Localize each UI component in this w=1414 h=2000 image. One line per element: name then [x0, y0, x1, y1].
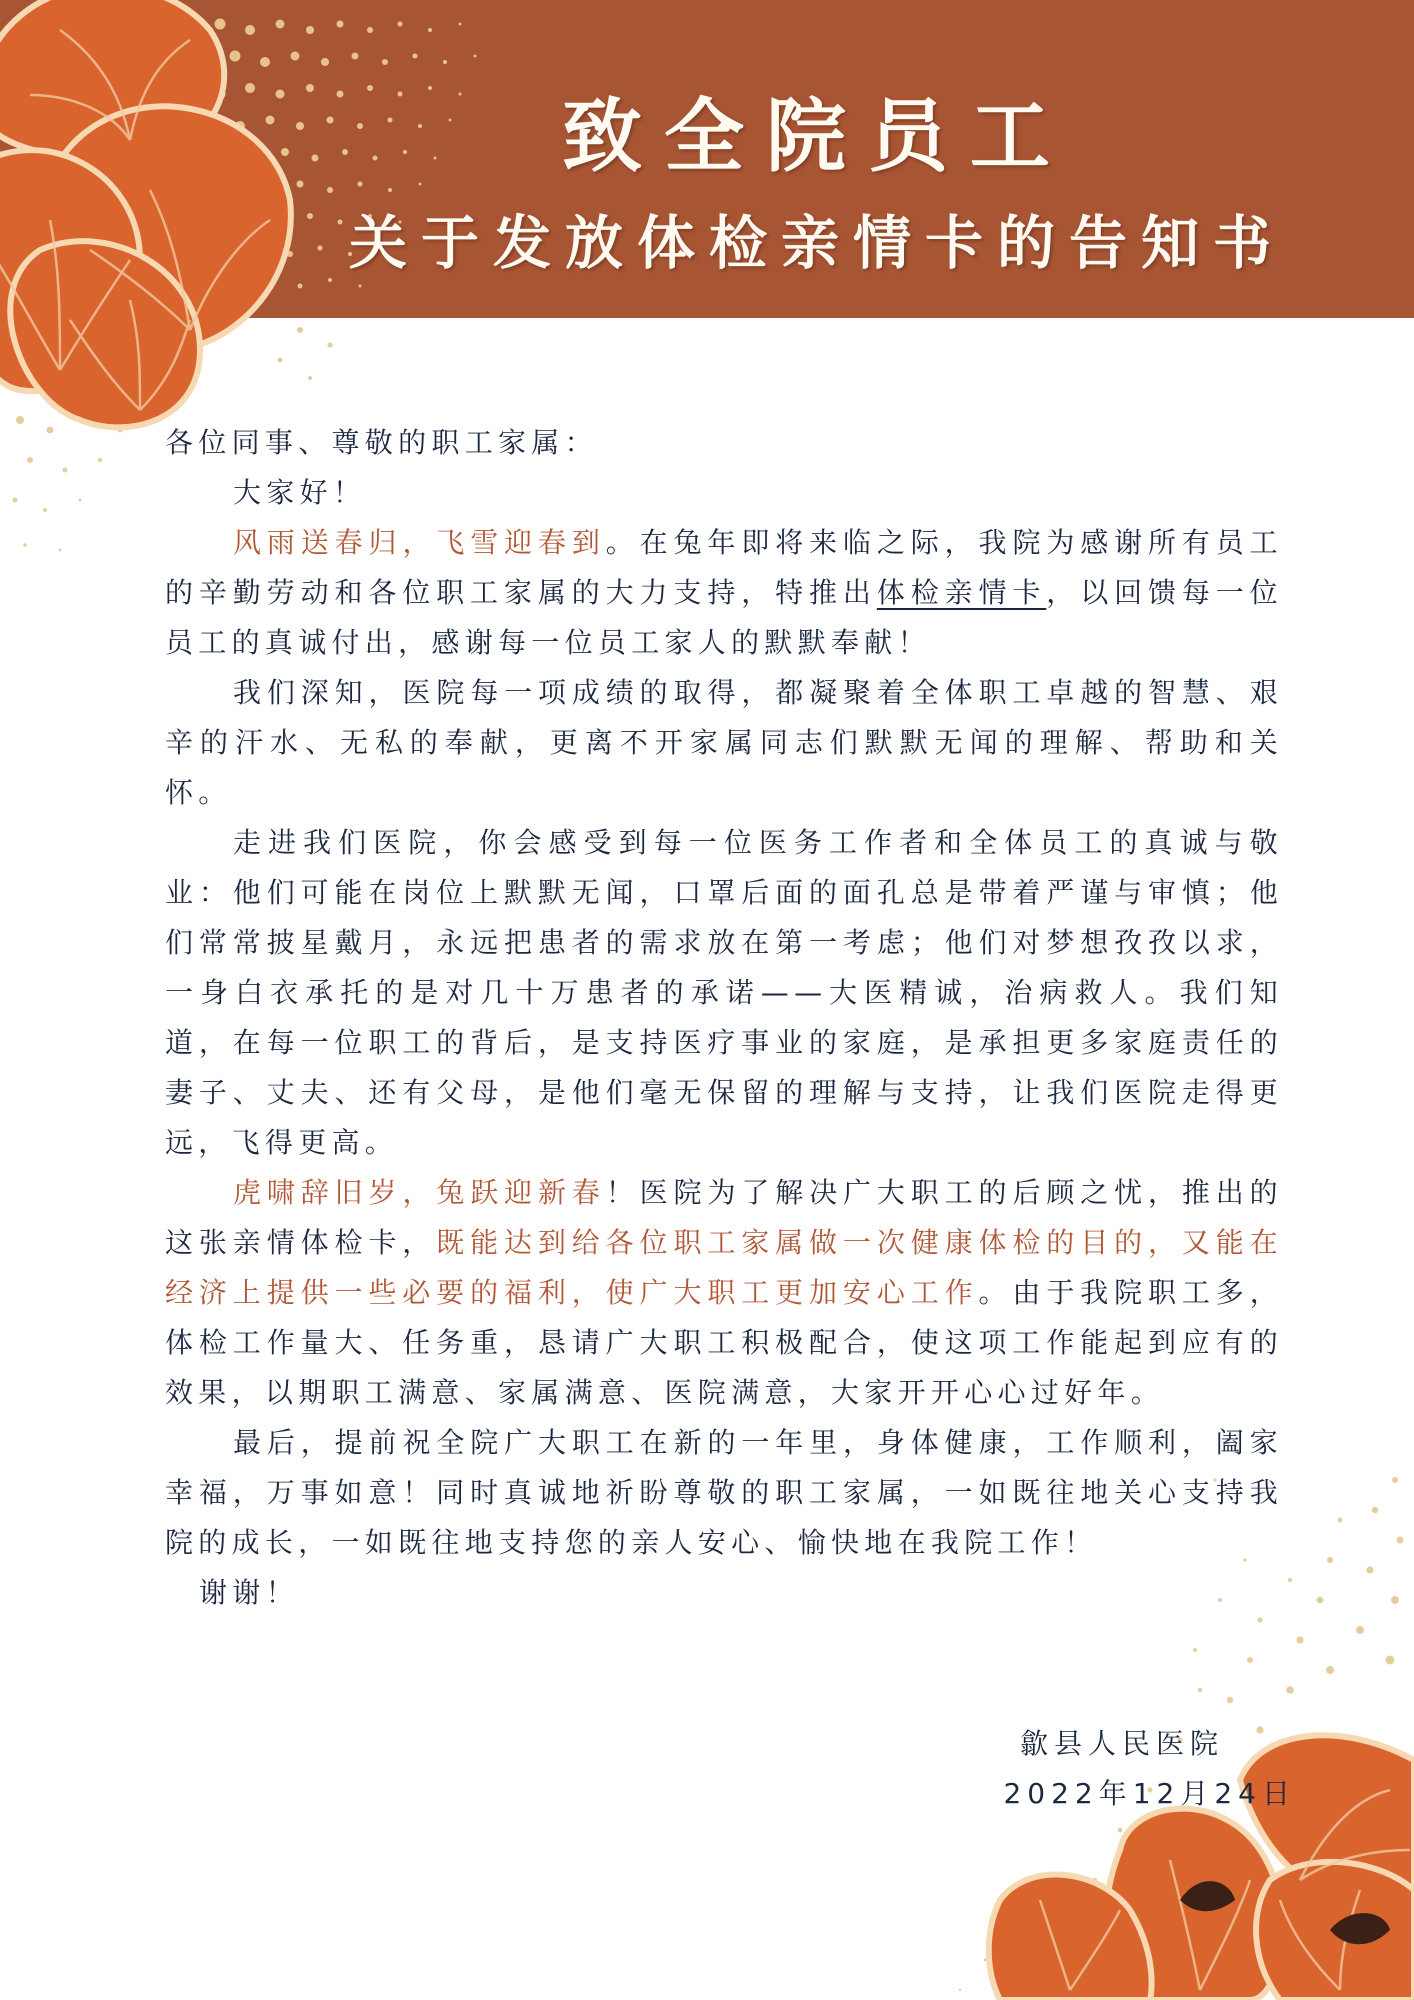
paragraph-3: 走进我们医院，你会感受到每一位医务工作者和全体员工的真诚与敬业：他们可能在岗位上默默无闻，口罩后面的面孔总是带着严谨与审慎；他们常常披星戴月，永远把患者的需求放在第一考虑；他们对梦想孜孜以求，一身白衣承托的是对几十万患者的承诺——大医精诚，治病救人。我们知道，在每一位职工的背后，是支持医疗事业的家庭，是承担更多家庭责任的妻子、丈夫、还有父母，是他们毫无保留的理解与支持，让我们医院走得更远，飞得更高。: [165, 826, 1283, 1159]
paragraph-4-text-2: 。由于我院职工多，体检工作量大、任务重，恳请广大职工积极配合，使这项工作能起到应有的效果，以期职工满意、家属满意、医院满意，大家开开心心过好年。: [165, 1276, 1284, 1409]
paragraph-4-text-1: ！医院为了解决广大职工的后顾之忧，推出的这张亲情体检卡，: [165, 1176, 1283, 1259]
salutation: 各位同事、尊敬的职工家属：: [165, 426, 598, 459]
paragraph-5: 最后，提前祝全院广大职工在新的一年里，身体健康，工作顺利，阖家幸福，万事如意！同时真诚地祈盼尊敬的职工家属，一如既往地关心支持我院的成长，一如既往地支持您的亲人安心、愉快地在我院工作！: [165, 1426, 1283, 1559]
paragraph-1-text: 。在兔年即将来临之际，我院为感谢所有员工的辛勤劳动和各位职工家属的大力支持，特推出: [165, 526, 1283, 609]
paragraph-1-highlight: 风雨送春归，飞雪迎春到: [233, 526, 606, 559]
paragraph-4-highlight-1: 虎啸辞旧岁，兔跃迎新春: [233, 1176, 606, 1209]
paragraph-4-highlight-2: 既能达到给各位职工家属做一次健康体检的目的，又能在经济上提供一些必要的福利，使广大职工更加安心工作: [165, 1226, 1283, 1309]
page-subtitle: 关于发放体检亲情卡的告知书: [348, 209, 1285, 277]
signature-organization: 歙县人民医院: [1019, 1727, 1224, 1760]
paragraph-1-text-end: ，以回馈每一位员工的真诚付出，感谢每一位员工家人的默默奉献！: [165, 576, 1283, 659]
paragraph-2: 我们深知，医院每一项成绩的取得，都凝聚着全体职工卓越的智慧、艰辛的汗水、无私的奉献，更离不开家属同志们默默无闻的理解、帮助和关怀。: [165, 676, 1283, 809]
greeting: 大家好！: [233, 476, 367, 509]
health-card-link-text: 体检亲情卡: [876, 576, 1047, 609]
letter-body: [165, 418, 1283, 1618]
paragraph-1: [165, 518, 1283, 668]
thanks-line: 谢谢！: [199, 1576, 299, 1609]
signature-date: 2022年12月24日: [1003, 1777, 1296, 1810]
paragraph-4: [165, 1168, 1283, 1418]
page-title: 致全院员工: [562, 89, 1072, 183]
